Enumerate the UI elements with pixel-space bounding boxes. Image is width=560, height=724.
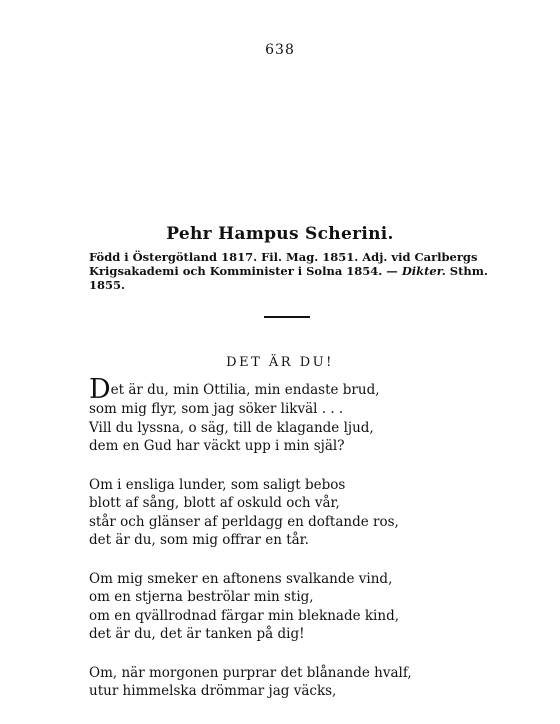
verse-text: et är du, min Ottilia, min endaste brud, [110,382,380,398]
stanza [89,570,419,644]
verse-line: det är du, det är tanken på dig! [89,626,305,642]
verse-line: Om, när morgonen purprar det blånande hvalf, [89,664,412,681]
verse-line: står och glänser af perldagg en doftande ros, [89,513,399,530]
bio-line: 1855. [89,278,126,292]
verse-line: Vill du lyssna, o säg, till de klagande ljud, [89,419,374,436]
bio-text: Krigsakademi och Kommini [89,264,269,278]
stanza [89,374,419,456]
verse-line: om en qvällrodnad färgar min bleknade kind, [89,607,400,624]
verse-line: dem en Gud har väckt upp i min själ? [89,438,345,454]
verse-line: blott af sång, blott af oskuld och vår, [89,495,340,511]
bio-italic-title: Dikter. [401,264,446,278]
bio-text: ster i Solna 1854. — [268,264,402,278]
stanza [89,664,419,701]
section-divider [264,316,310,318]
bio-text: Sthm. [445,264,488,278]
verse-line [89,374,419,405]
poem-title: DET ÄR DU! [226,355,334,370]
stanza [89,476,419,550]
author-heading: Pehr Hampus Scherini. [166,224,394,244]
drop-cap: D [89,374,111,405]
verse-line: som mig flyr, som jag söker likväl . . . [89,401,344,417]
verse-line: utur himmelska drömmar jag väcks, [89,683,337,699]
page-number: 638 [265,42,295,58]
bio-line [89,264,489,278]
verse-line: om en stjerna beströlar min stig, [89,589,314,605]
verse-line: det är du, som mig offrar en tår. [89,532,309,548]
poem-body [89,374,419,721]
verse-line: Om i ensliga lunder, som saligt bebos [89,476,346,493]
verse-line: Om mig smeker en aftonens svalkande vind, [89,570,393,587]
author-biography [89,250,489,292]
bio-line: Född i Östergötland 1817. Fil. Mag. 1851. Adj. vid Carlbergs [89,250,478,264]
